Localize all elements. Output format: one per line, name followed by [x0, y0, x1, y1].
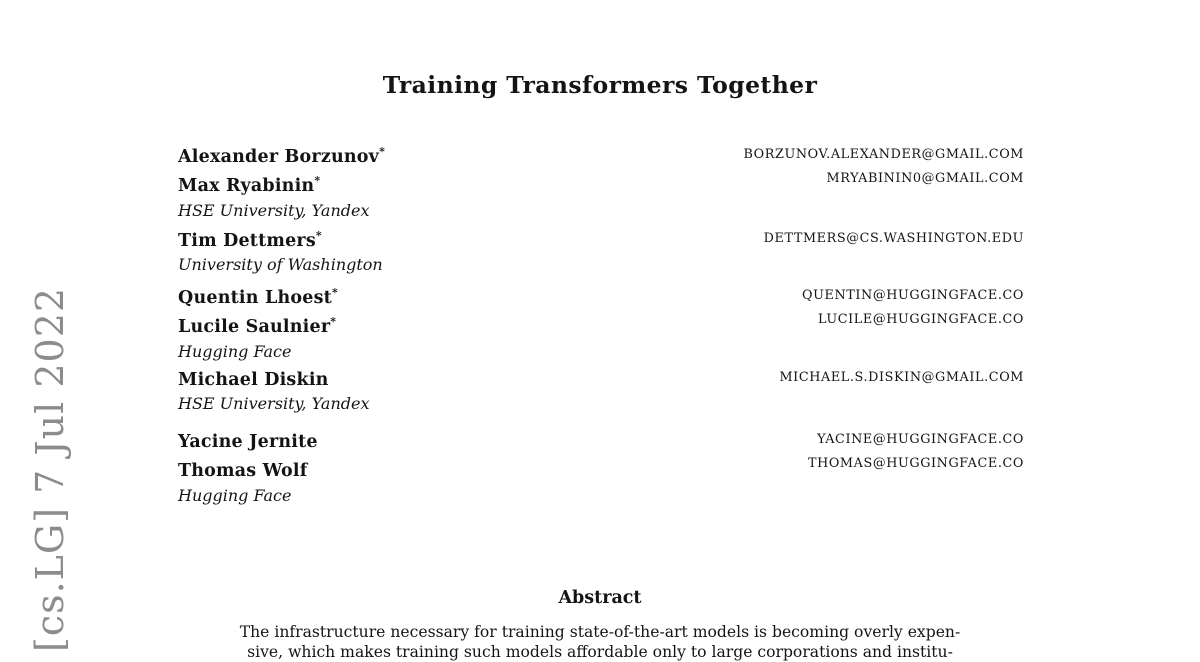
author-affiliation: University of Washington [178, 255, 383, 275]
author-email: MRYABININ0@GMAIL.COM [826, 170, 1024, 186]
author-email: MICHAEL.S.DISKIN@GMAIL.COM [779, 370, 1024, 385]
author-affiliation: HSE University, Yandex [178, 394, 370, 414]
author-name [178, 454, 808, 483]
author-names-affiliation [178, 363, 779, 416]
footnote-marker: * [330, 315, 337, 329]
author-name-text: Lucile Saulnier [178, 317, 331, 338]
author-name-text: Max Ryabinin [178, 176, 315, 197]
abstract-text-line: The infrastructure necessary for training state-of-the-art models is becoming overly expen- [239, 623, 961, 641]
author-group [178, 363, 1024, 416]
author-email: BORZUNOV.ALEXANDER@GMAIL.COM [743, 147, 1024, 162]
author-group [178, 425, 1024, 507]
author-email: THOMAS@HUGGINGFACE.CO [807, 455, 1024, 471]
footnote-marker: * [331, 286, 338, 299]
author-name-text: Quentin Lhoest [178, 287, 332, 308]
author-name-text: Thomas Wolf [178, 461, 308, 482]
footnote-marker: * [315, 229, 322, 242]
abstract-heading: Abstract [558, 588, 642, 608]
author-emails [743, 140, 1024, 222]
author-affiliation: Hugging Face [178, 485, 292, 505]
author-name-text: Michael Diskin [178, 369, 329, 390]
author-name [178, 281, 802, 310]
author-group [178, 281, 1024, 363]
author-names-affiliation [178, 224, 764, 277]
author-name [178, 310, 802, 339]
arxiv-watermark: [cs.LG] 7 Jul 2022 [28, 286, 72, 652]
author-emails [808, 425, 1024, 507]
author-affiliation: HSE University, Yandex [178, 200, 370, 220]
author-name [178, 224, 764, 253]
author-name [178, 140, 743, 169]
author-emails [779, 363, 1024, 416]
abstract-paragraph [0, 622, 1200, 662]
author-name-text: Yacine Jernite [178, 431, 318, 452]
author-name-text: Alexander Borzunov [178, 146, 380, 167]
author-names-affiliation [178, 425, 808, 507]
abstract-text-line: sive, which makes training such models affordable only to large corporations and institu- [247, 643, 953, 661]
author-names-affiliation [178, 281, 802, 363]
author-name [178, 363, 779, 392]
author-email: QUENTIN@HUGGINGFACE.CO [802, 288, 1024, 303]
author-emails [764, 224, 1024, 277]
paper-title: Training Transformers Together [382, 71, 818, 99]
author-group [178, 224, 1024, 277]
author-email: LUCILE@HUGGINGFACE.CO [817, 311, 1024, 327]
footnote-marker: * [314, 174, 321, 188]
author-email: DETTMERS@CS.WASHINGTON.EDU [763, 231, 1024, 246]
author-name-text: Tim Dettmers [178, 230, 316, 251]
author-affiliation: Hugging Face [178, 341, 292, 361]
author-group [178, 140, 1024, 222]
author-email: YACINE@HUGGINGFACE.CO [817, 432, 1024, 447]
author-emails [802, 281, 1024, 363]
footnote-marker: * [379, 145, 386, 158]
author-name [178, 169, 743, 198]
author-name [178, 425, 808, 454]
author-names-affiliation [178, 140, 743, 222]
